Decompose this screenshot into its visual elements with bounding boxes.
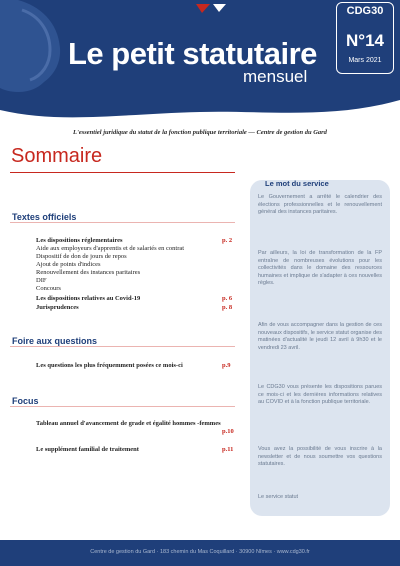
toc-subitem: Concours <box>36 285 61 292</box>
toc-item[interactable]: Les dispositions réglementaires <box>36 237 123 244</box>
toc-page-number: p. 8 <box>222 304 233 311</box>
toc-page-number: p. 6 <box>222 295 233 302</box>
section-rule <box>10 222 235 223</box>
section-title-focus: Focus <box>12 396 39 406</box>
toc-subitem: Ajout de points d'indices <box>36 261 101 268</box>
toc-item[interactable]: Les questions les plus fréquemment posées ce mois-ci <box>36 362 183 369</box>
section-title-faq: Foire aux questions <box>12 336 98 346</box>
panel-title: Le mot du service <box>265 179 329 188</box>
newsletter-subtitle: mensuel <box>243 67 308 86</box>
section-rule <box>10 406 235 407</box>
newsletter-title: Le petit statutaire <box>68 36 317 71</box>
section-title-textes-officiels: Textes officiels <box>12 212 77 222</box>
toc-page-number: p.9 <box>222 362 231 369</box>
toc-subitem: Renouvellement des instances paritaires <box>36 269 141 276</box>
tagline: L'essentiel juridique du statut de la fonction publique territoriale — Centre de gestion du Gard <box>73 129 327 136</box>
toc-page-number: p.10 <box>222 428 234 435</box>
toc-item[interactable]: Les dispositions relatives au Covid-19 <box>36 295 141 302</box>
toc-page-number: p.11 <box>222 446 234 453</box>
panel-signature: Le service statut <box>258 494 299 500</box>
panel-paragraph: Le CDG30 vous présente les dispositions parues ce mois-ci et les dernières informations relatives au COVID et à la fonction publique territoriale. <box>258 384 382 405</box>
footer-address: Centre de gestion du Gard · 183 chemin du Mas Coquillard · 30900 Nîmes · www.cdg30.fr <box>90 549 310 555</box>
toc-item[interactable]: Le supplément familial de traitement <box>36 446 139 453</box>
section-rule <box>10 346 235 347</box>
toc-item[interactable]: Jurisprudences <box>36 304 79 311</box>
badge-org: CDG30 <box>346 5 384 17</box>
panel-paragraph: Le Gouvernement a arrêté le calendrier des élections professionnelles et le renouvellement général des instances paritaires. <box>258 194 382 215</box>
panel-paragraph: Par ailleurs, la loi de transformation de la FP entraîne de nombreuses évolutions pour les collectivités dans le domaine des ressources humaines et implique de s'adapter à ces nouvelles règles. <box>258 250 382 286</box>
toc-page-number: p. 2 <box>222 237 233 244</box>
toc-subitem: Dispositif de don de jours de repos <box>36 253 127 260</box>
issue-badge <box>336 2 394 74</box>
panel-paragraph: Afin de vous accompagner dans la gestion de ces nouveaux dispositifs, le service statut organise des matinées d'actualité le jeudi 12 avril à 9h30 et le vendredi 23 avril. <box>258 322 382 351</box>
toc-item[interactable]: Tableau annuel d'avancement de grade et égalité hommes -femmes <box>36 420 221 427</box>
sommaire-heading: Sommaire <box>11 145 103 167</box>
badge-issue-number: N°14 <box>346 31 384 50</box>
panel-paragraph: Vous avez la possibilité de vous inscrire à la newsletter et de nous soumettre vos questions statutaires. <box>258 446 382 467</box>
toc-subitem: Aide aux employeurs d'apprentis et de salariés en contrat <box>36 245 185 252</box>
toc-subitem: DIF <box>36 277 47 284</box>
badge-date: Mars 2021 <box>348 57 382 64</box>
sommaire-rule <box>10 172 235 173</box>
